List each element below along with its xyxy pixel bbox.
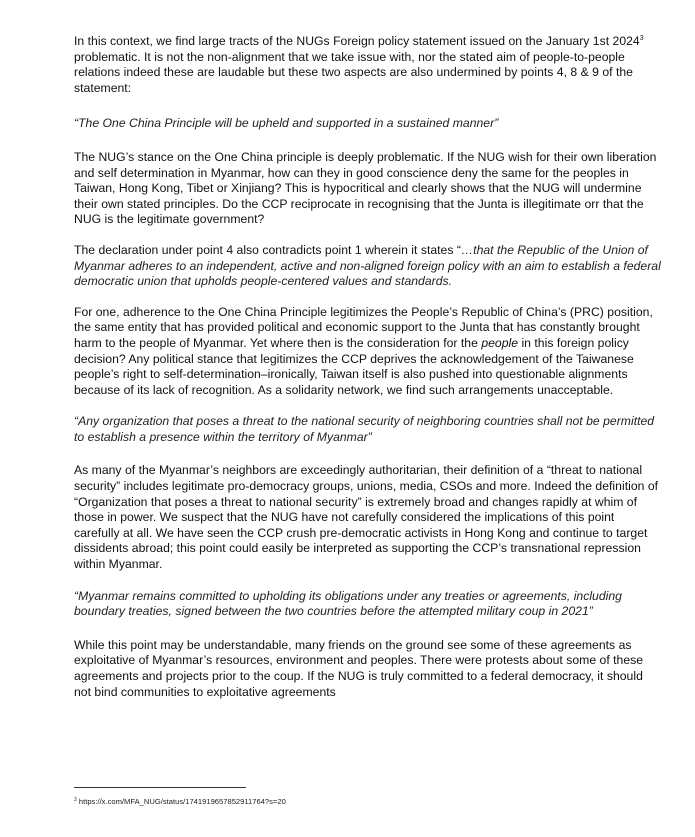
paragraph-text: In this context, we find large tracts of the NUGs Foreign policy statement issued on the January 1st 2024 <box>74 34 640 48</box>
paragraph-text: The declaration under point 4 also contradicts point 1 wherein it states “ <box>74 242 461 257</box>
footnote-link[interactable]: https://x.com/MFA_NUG/status/1741919657852911764?s=20 <box>76 797 286 806</box>
footnote <box>74 797 286 807</box>
paragraph-text: in this foreign policy decision? Any political stance that legitimizes the CCP deprives the acknowledgement of the Taiwanese people’s right to self-determination–ironically, Taiwan itself is also pushed into questionable alignments because of its lack of recognition. As a solidarity network, we find such arrangements unacceptable. <box>74 335 634 397</box>
footnote-separator <box>74 787 246 788</box>
footnote-number: 3 <box>74 797 77 803</box>
paragraph-exploitative-agreements: While this point may be understandable, many friends on the ground see some of these agreements as exploitative of Myanmar’s resources, environment and peoples. There were protests about some of these agreements and projects prior to the coup. If the NUG is truly committed to a federal democracy, it should not bind communities to exploitative agreements <box>74 637 644 699</box>
paragraph-prc-legitimacy <box>74 305 662 399</box>
paragraph-point4-contradiction <box>74 243 662 290</box>
emphasis-people: people <box>481 335 519 350</box>
paragraph-text: problematic. It is not the non-alignment that we take issue with, nor the stated aim of people-to-people relations indeed these are laudable but these two aspects are also undermined by points 4, 8 & 9 of the statement: <box>74 49 633 95</box>
quote-treaties: “Myanmar remains committed to upholding its obligations under any treaties or agreements, including boundary treaties, signed between the two countries before the attempted military coup in 2021” <box>74 588 622 619</box>
quote-one-china: “The One China Principle will be upheld and supported in a sustained manner” <box>74 116 499 131</box>
paragraph-one-china-stance: The NUG’s stance on the One China principle is deeply problematic. If the NUG wish for their own liberation and self determination in Myanmar, how can they in good conscience deny the same for the peoples in Taiwan, Hong Kong, Tibet or Xinjiang? This is hypocritical and clearly shows that the NUG will undermine their own stated principles. Do the CCP reciprocate in recognising that the Junta is illegitimate orr that the NUG is the legitimate government? <box>74 149 657 227</box>
footnote-reference[interactable]: 3 <box>639 35 644 42</box>
paragraph-neighbors-authoritarian: As many of the Myanmar’s neighbors are exceedingly authoritarian, their definition of a “threat to national security” includes legitimate pro-democracy groups, unions, media, CSOs and more. Indeed the definition of “Organization that poses a threat to national security” is extremely broad and changes rapidly at whim of those in power. We suspect that the NUG have not carefully considered the implications of this point carefully at all. We have seen the CCP crush pre-democratic activists in Hong Kong and continue to target dissidents abroad; this point could easily be interpreted as supporting the CCP’s transnational repression within Myanmar. <box>74 463 659 572</box>
quote-national-security: “Any organization that poses a threat to the national security of neighboring countries shall not be permitted to establish a presence within the territory of Myanmar” <box>74 414 655 444</box>
paragraph-text: For one, adherence to the One China Principle legitimizes the People’s Republic of China’s (PRC) position, the same entity that has provided political and economic support to the Junta that has constantly brought harm to the people of Myanmar. Yet where then is the consideration for the <box>74 304 653 350</box>
document-body <box>74 34 662 700</box>
inline-quote: …that the Republic of the Union of Myanmar adheres to an independent, active and non-aligned foreign policy with an aim to establish a federal democratic union that upholds people-centered values and standards. <box>74 242 661 289</box>
paragraph-context <box>74 34 662 96</box>
